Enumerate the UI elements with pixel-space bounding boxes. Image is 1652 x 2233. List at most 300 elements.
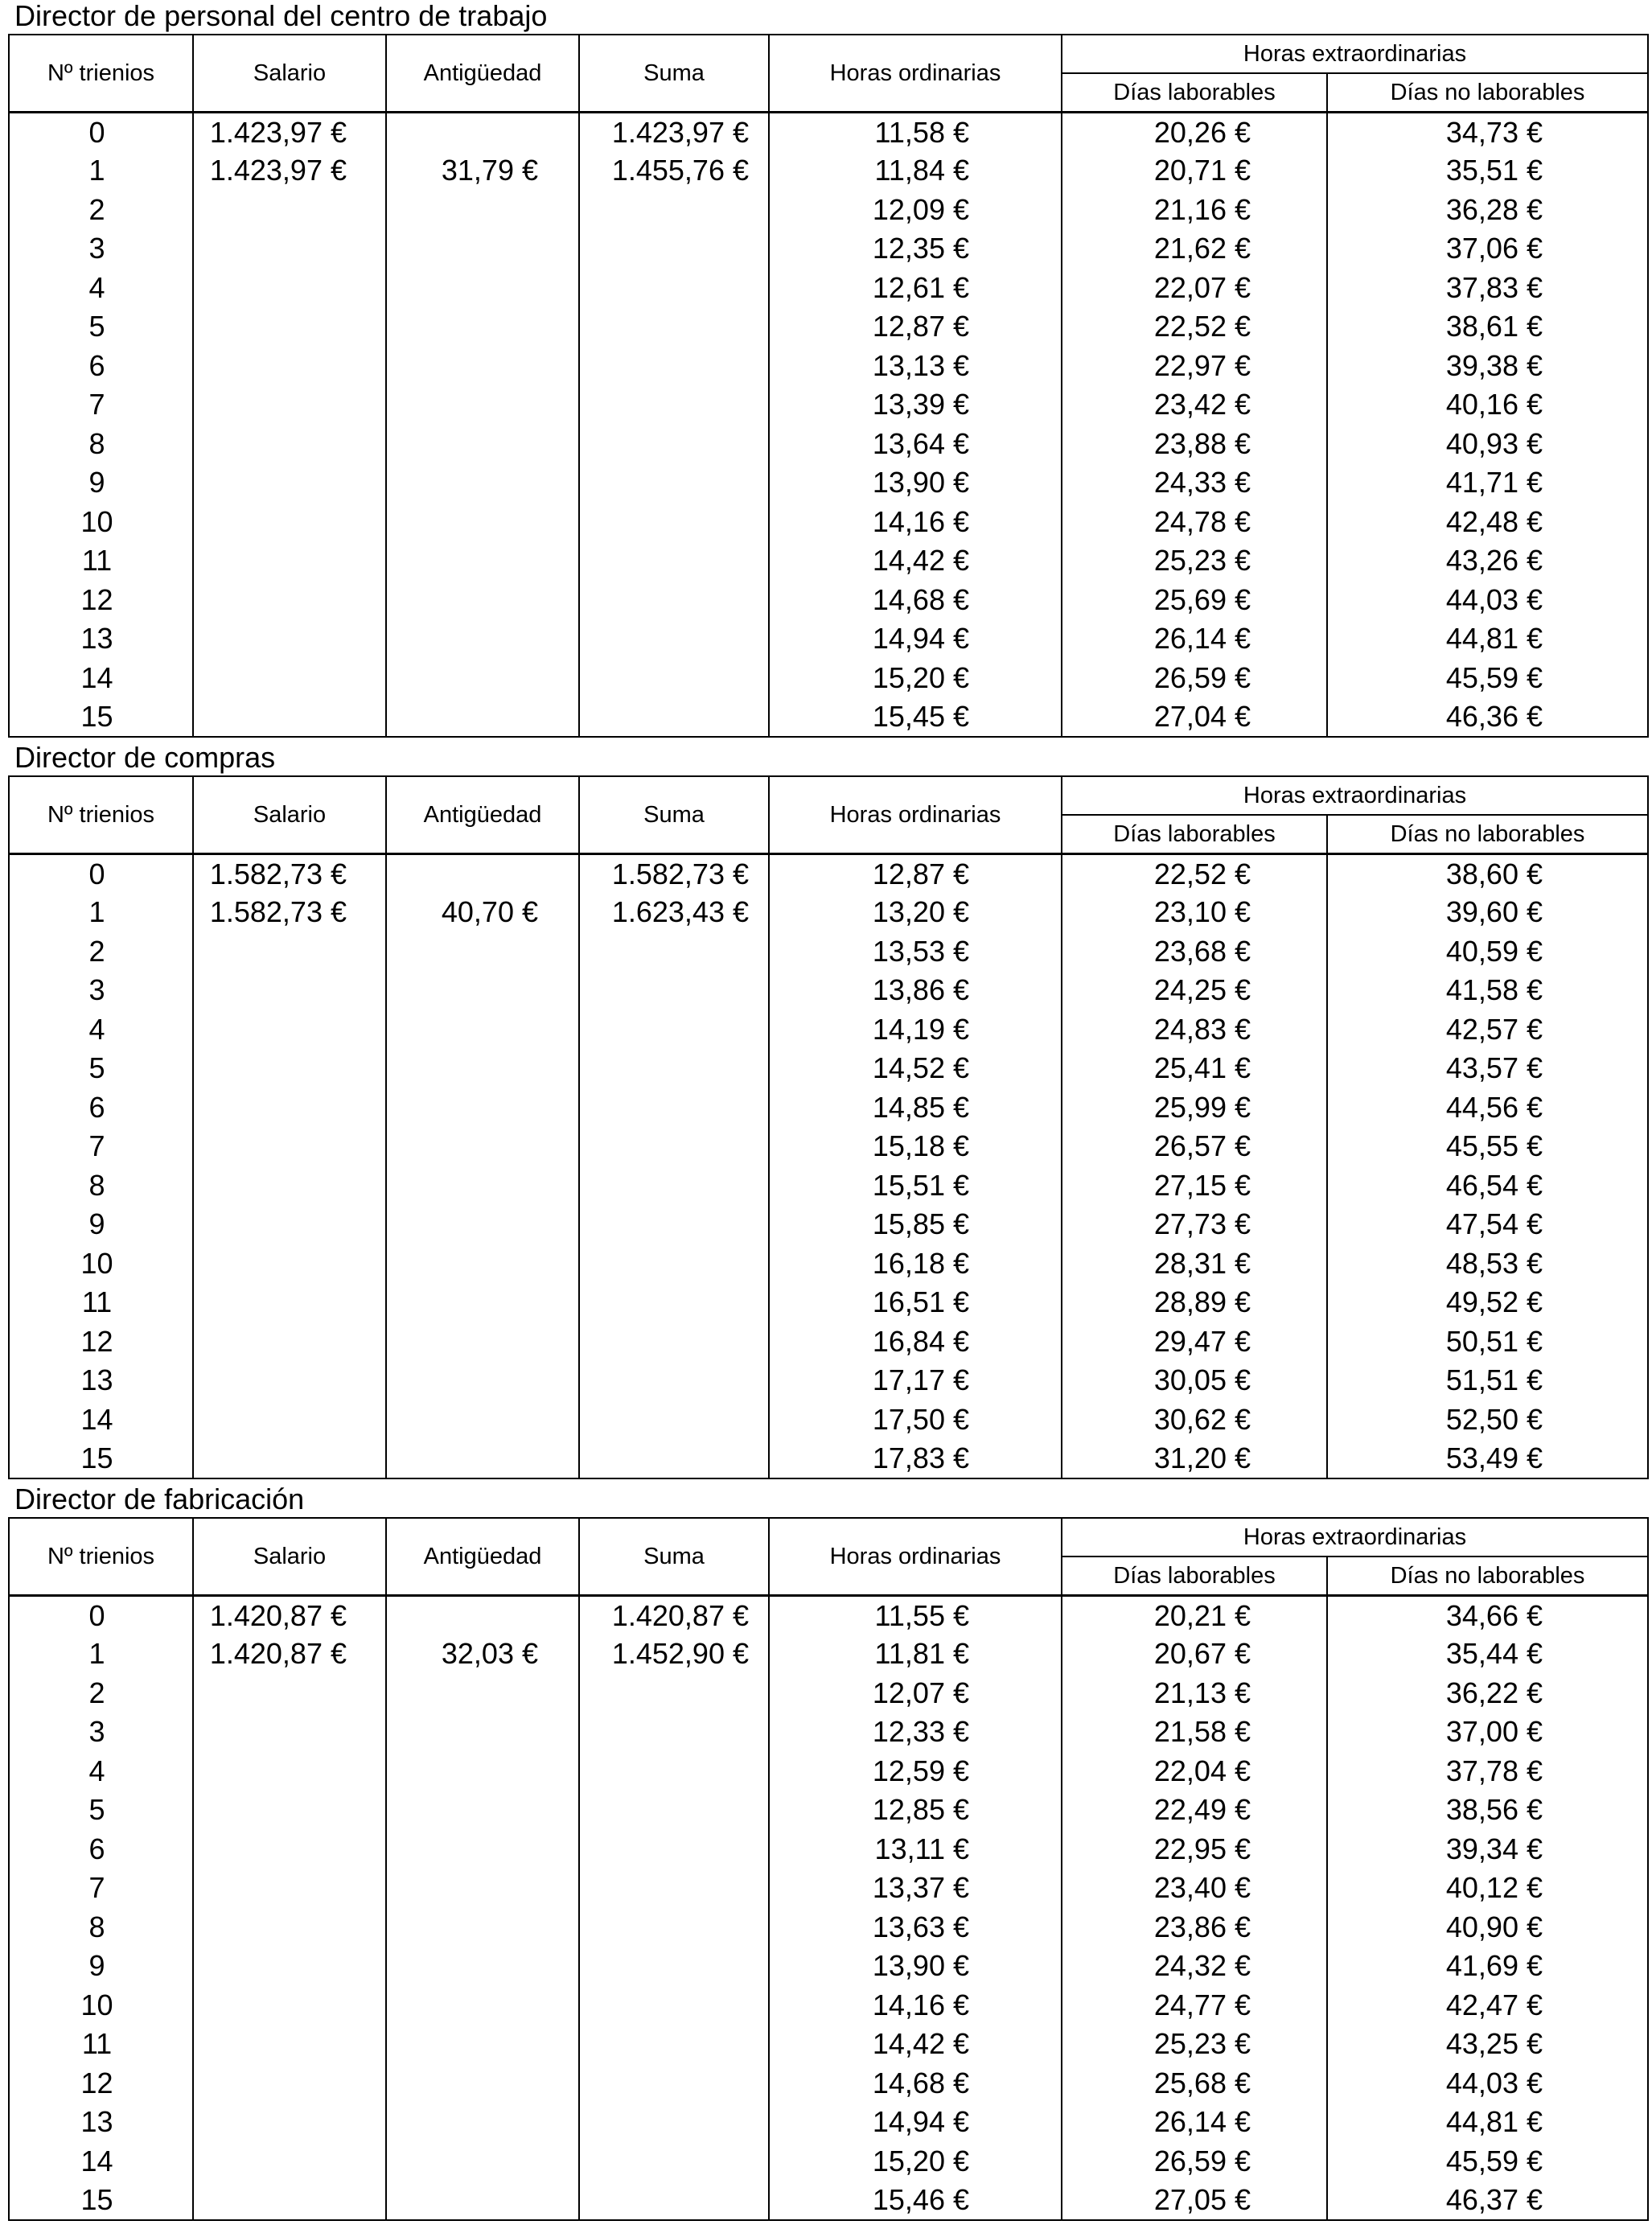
section-title: Director de fabricación (14, 1482, 305, 1515)
dias-no-laborables-cell: 36,28 € (1327, 191, 1648, 230)
dias-laborables-cell: 27,73 € (1062, 1205, 1327, 1244)
dias-no-laborables-cell: 44,03 € (1327, 2064, 1648, 2103)
trienios-cell: 13 (9, 1361, 193, 1400)
horas-ordinarias-cell: 12,87 € (769, 854, 1062, 894)
antiguedad-cell (386, 385, 579, 425)
suma-cell (579, 932, 769, 972)
suma-cell (579, 1986, 769, 2025)
antiguedad-cell (386, 1439, 579, 1478)
suma-cell (579, 1010, 769, 1050)
dias-laborables-cell: 26,59 € (1062, 2142, 1327, 2182)
trienios-cell: 5 (9, 1049, 193, 1088)
salario-cell (193, 2103, 386, 2142)
suma-cell (579, 1127, 769, 1166)
trienios-cell: 10 (9, 1244, 193, 1284)
horas-ordinarias-cell: 12,87 € (769, 307, 1062, 347)
suma-cell (579, 619, 769, 659)
dias-no-laborables-cell: 40,12 € (1327, 1869, 1648, 1908)
dias-no-laborables-cell: 45,59 € (1327, 2142, 1648, 2182)
suma-cell (579, 347, 769, 386)
header-dias-no-laborables: Días no laborables (1327, 815, 1648, 854)
antiguedad-cell (386, 2064, 579, 2103)
dias-laborables-cell: 20,26 € (1062, 113, 1327, 152)
antiguedad-cell: 40,70 € (386, 893, 579, 932)
antiguedad-cell (386, 1322, 579, 1362)
horas-ordinarias-cell: 16,18 € (769, 1244, 1062, 1284)
horas-ordinarias-cell: 12,07 € (769, 1674, 1062, 1713)
suma-cell (579, 1791, 769, 1830)
dias-laborables-cell: 25,41 € (1062, 1049, 1327, 1088)
antiguedad-cell (386, 581, 579, 620)
horas-ordinarias-cell: 12,85 € (769, 1791, 1062, 1830)
antiguedad-cell (386, 697, 579, 737)
salario-cell (193, 1361, 386, 1400)
horas-ordinarias-cell: 14,85 € (769, 1088, 1062, 1128)
trienios-cell: 2 (9, 191, 193, 230)
dias-no-laborables-cell: 50,51 € (1327, 1322, 1648, 1362)
dias-no-laborables-cell: 35,44 € (1327, 1635, 1648, 1674)
header-antiguedad: Antigüedad (386, 1518, 579, 1596)
trienios-cell: 10 (9, 1986, 193, 2025)
antiguedad-cell: 31,79 € (386, 151, 579, 191)
dias-laborables-cell: 22,97 € (1062, 347, 1327, 386)
header-suma: Suma (579, 776, 769, 854)
antiguedad-cell (386, 1791, 579, 1830)
header-dias-laborables: Días laborables (1062, 815, 1327, 854)
suma-cell (579, 697, 769, 737)
suma-cell (579, 2142, 769, 2182)
trienios-cell: 5 (9, 1791, 193, 1830)
salario-cell (193, 1908, 386, 1947)
table-row (9, 425, 1648, 464)
dias-laborables-cell: 26,57 € (1062, 1127, 1327, 1166)
salary-table (8, 775, 1649, 1479)
antiguedad-cell (386, 113, 579, 152)
table-row (9, 893, 1648, 932)
horas-ordinarias-cell: 12,59 € (769, 1752, 1062, 1791)
suma-cell (579, 463, 769, 503)
dias-laborables-cell: 27,04 € (1062, 697, 1327, 737)
antiguedad-cell (386, 503, 579, 542)
antiguedad-cell (386, 1752, 579, 1791)
salario-cell (193, 1986, 386, 2025)
suma-cell: 1.582,73 € (579, 854, 769, 894)
dias-laborables-cell: 25,23 € (1062, 2025, 1327, 2064)
antiguedad-cell (386, 1713, 579, 1752)
trienios-cell: 14 (9, 1400, 193, 1440)
salario-cell (193, 1947, 386, 1986)
antiguedad-cell (386, 347, 579, 386)
horas-ordinarias-cell: 14,19 € (769, 1010, 1062, 1050)
table-row (9, 307, 1648, 347)
horas-ordinarias-cell: 14,94 € (769, 619, 1062, 659)
antiguedad-cell (386, 1596, 579, 1635)
header-horas-ordinarias: Horas ordinarias (769, 1518, 1062, 1596)
suma-cell (579, 1205, 769, 1244)
suma-cell (579, 425, 769, 464)
header-horas-extraordinarias: Horas extraordinarias (1062, 1518, 1648, 1557)
trienios-cell: 2 (9, 932, 193, 972)
dias-no-laborables-cell: 42,47 € (1327, 1986, 1648, 2025)
trienios-cell: 13 (9, 619, 193, 659)
suma-cell (579, 541, 769, 581)
dias-no-laborables-cell: 43,26 € (1327, 541, 1648, 581)
header-dias-laborables: Días laborables (1062, 73, 1327, 113)
dias-no-laborables-cell: 51,51 € (1327, 1361, 1648, 1400)
table-row (9, 1596, 1648, 1635)
dias-no-laborables-cell: 38,61 € (1327, 307, 1648, 347)
dias-no-laborables-cell: 44,81 € (1327, 2103, 1648, 2142)
suma-cell (579, 1713, 769, 1752)
dias-no-laborables-cell: 48,53 € (1327, 1244, 1648, 1284)
dias-no-laborables-cell: 37,78 € (1327, 1752, 1648, 1791)
table-row (9, 1439, 1648, 1478)
table-row (9, 347, 1648, 386)
antiguedad-cell (386, 269, 579, 308)
table-row (9, 113, 1648, 152)
salario-cell (193, 269, 386, 308)
dias-no-laborables-cell: 40,16 € (1327, 385, 1648, 425)
horas-ordinarias-cell: 12,09 € (769, 191, 1062, 230)
salario-cell (193, 2181, 386, 2220)
dias-no-laborables-cell: 42,48 € (1327, 503, 1648, 542)
dias-laborables-cell: 21,13 € (1062, 1674, 1327, 1713)
suma-cell (579, 1908, 769, 1947)
section-title: Director de compras (14, 741, 276, 774)
horas-ordinarias-cell: 14,52 € (769, 1049, 1062, 1088)
antiguedad-cell (386, 229, 579, 269)
horas-ordinarias-cell: 11,55 € (769, 1596, 1062, 1635)
trienios-cell: 15 (9, 1439, 193, 1478)
table-row (9, 151, 1648, 191)
antiguedad-cell (386, 1869, 579, 1908)
suma-cell: 1.455,76 € (579, 151, 769, 191)
trienios-cell: 12 (9, 1322, 193, 1362)
trienios-cell: 4 (9, 1752, 193, 1791)
table-row (9, 1400, 1648, 1440)
horas-ordinarias-cell: 14,42 € (769, 541, 1062, 581)
header-suma: Suma (579, 35, 769, 113)
horas-ordinarias-cell: 13,53 € (769, 932, 1062, 972)
dias-laborables-cell: 28,31 € (1062, 1244, 1327, 1284)
dias-laborables-cell: 21,58 € (1062, 1713, 1327, 1752)
header-horas-ordinarias: Horas ordinarias (769, 35, 1062, 113)
horas-ordinarias-cell: 13,90 € (769, 1947, 1062, 1986)
dias-laborables-cell: 22,07 € (1062, 269, 1327, 308)
dias-laborables-cell: 24,77 € (1062, 1986, 1327, 2025)
antiguedad-cell (386, 1205, 579, 1244)
dias-no-laborables-cell: 39,34 € (1327, 1830, 1648, 1869)
trienios-cell: 5 (9, 307, 193, 347)
header-dias-no-laborables: Días no laborables (1327, 73, 1648, 113)
table-row (9, 697, 1648, 737)
salario-cell (193, 2025, 386, 2064)
antiguedad-cell (386, 2103, 579, 2142)
trienios-cell: 12 (9, 2064, 193, 2103)
header-antiguedad: Antigüedad (386, 35, 579, 113)
trienios-cell: 11 (9, 541, 193, 581)
horas-ordinarias-cell: 13,39 € (769, 385, 1062, 425)
horas-ordinarias-cell: 15,85 € (769, 1205, 1062, 1244)
suma-cell (579, 1049, 769, 1088)
dias-no-laborables-cell: 38,60 € (1327, 854, 1648, 894)
antiguedad-cell (386, 1947, 579, 1986)
dias-laborables-cell: 25,68 € (1062, 2064, 1327, 2103)
antiguedad-cell (386, 971, 579, 1010)
horas-ordinarias-cell: 12,33 € (769, 1713, 1062, 1752)
trienios-cell: 6 (9, 347, 193, 386)
salario-cell: 1.423,97 € (193, 151, 386, 191)
trienios-cell: 13 (9, 2103, 193, 2142)
header-antiguedad: Antigüedad (386, 776, 579, 854)
salario-cell (193, 1166, 386, 1206)
dias-laborables-cell: 24,25 € (1062, 971, 1327, 1010)
salario-cell (193, 307, 386, 347)
antiguedad-cell (386, 425, 579, 464)
table-row (9, 463, 1648, 503)
header-horas-extraordinarias: Horas extraordinarias (1062, 35, 1648, 73)
dias-laborables-cell: 26,14 € (1062, 2103, 1327, 2142)
trienios-cell: 9 (9, 1947, 193, 1986)
table-row (9, 191, 1648, 230)
salario-cell (193, 1088, 386, 1128)
horas-ordinarias-cell: 17,83 € (769, 1439, 1062, 1478)
salario-cell (193, 1674, 386, 1713)
salario-cell (193, 659, 386, 698)
salario-cell (193, 1322, 386, 1362)
dias-laborables-cell: 22,49 € (1062, 1791, 1327, 1830)
section-title: Director de personal del centro de trabajo (14, 0, 548, 32)
horas-ordinarias-cell: 15,45 € (769, 697, 1062, 737)
salario-cell (193, 385, 386, 425)
suma-cell: 1.423,97 € (579, 113, 769, 152)
suma-cell (579, 191, 769, 230)
suma-cell (579, 1400, 769, 1440)
trienios-cell: 3 (9, 1713, 193, 1752)
horas-ordinarias-cell: 13,90 € (769, 463, 1062, 503)
suma-cell (579, 581, 769, 620)
horas-ordinarias-cell: 11,84 € (769, 151, 1062, 191)
trienios-cell: 3 (9, 971, 193, 1010)
salario-cell (193, 1791, 386, 1830)
salario-cell (193, 1752, 386, 1791)
horas-ordinarias-cell: 12,61 € (769, 269, 1062, 308)
horas-ordinarias-cell: 16,51 € (769, 1283, 1062, 1322)
dias-no-laborables-cell: 35,51 € (1327, 151, 1648, 191)
suma-cell (579, 2181, 769, 2220)
antiguedad-cell (386, 619, 579, 659)
table-row (9, 503, 1648, 542)
trienios-cell: 14 (9, 659, 193, 698)
dias-no-laborables-cell: 36,22 € (1327, 1674, 1648, 1713)
table-row (9, 229, 1648, 269)
dias-laborables-cell: 28,89 € (1062, 1283, 1327, 1322)
dias-no-laborables-cell: 44,81 € (1327, 619, 1648, 659)
dias-laborables-cell: 26,59 € (1062, 659, 1327, 698)
salario-cell (193, 2064, 386, 2103)
horas-ordinarias-cell: 16,84 € (769, 1322, 1062, 1362)
dias-laborables-cell: 23,10 € (1062, 893, 1327, 932)
trienios-cell: 6 (9, 1088, 193, 1128)
trienios-cell: 4 (9, 1010, 193, 1050)
trienios-cell: 7 (9, 1869, 193, 1908)
salario-cell: 1.582,73 € (193, 854, 386, 894)
dias-no-laborables-cell: 46,36 € (1327, 697, 1648, 737)
dias-no-laborables-cell: 45,55 € (1327, 1127, 1648, 1166)
dias-no-laborables-cell: 37,00 € (1327, 1713, 1648, 1752)
dias-no-laborables-cell: 46,37 € (1327, 2181, 1648, 2220)
antiguedad-cell (386, 2025, 579, 2064)
suma-cell (579, 1439, 769, 1478)
trienios-cell: 14 (9, 2142, 193, 2182)
suma-cell (579, 1830, 769, 1869)
dias-laborables-cell: 24,33 € (1062, 463, 1327, 503)
trienios-cell: 15 (9, 2181, 193, 2220)
suma-cell: 1.452,90 € (579, 1635, 769, 1674)
table-row (9, 2142, 1648, 2182)
salario-cell (193, 2142, 386, 2182)
header-dias-laborables: Días laborables (1062, 1557, 1327, 1596)
dias-laborables-cell: 30,62 € (1062, 1400, 1327, 1440)
trienios-cell: 8 (9, 425, 193, 464)
salario-cell (193, 1830, 386, 1869)
dias-no-laborables-cell: 34,66 € (1327, 1596, 1648, 1635)
dias-laborables-cell: 23,86 € (1062, 1908, 1327, 1947)
salario-cell: 1.420,87 € (193, 1635, 386, 1674)
salario-cell (193, 971, 386, 1010)
salario-cell (193, 619, 386, 659)
dias-laborables-cell: 24,78 € (1062, 503, 1327, 542)
dias-laborables-cell: 26,14 € (1062, 619, 1327, 659)
table-row (9, 1283, 1648, 1322)
trienios-cell: 8 (9, 1166, 193, 1206)
horas-ordinarias-cell: 15,20 € (769, 2142, 1062, 2182)
antiguedad-cell (386, 191, 579, 230)
table-row (9, 2025, 1648, 2064)
trienios-cell: 8 (9, 1908, 193, 1947)
table-row (9, 1010, 1648, 1050)
table-row (9, 1244, 1648, 1284)
salario-cell (193, 1713, 386, 1752)
horas-ordinarias-cell: 13,86 € (769, 971, 1062, 1010)
trienios-cell: 7 (9, 385, 193, 425)
suma-cell (579, 1088, 769, 1128)
suma-cell (579, 385, 769, 425)
horas-ordinarias-cell: 13,13 € (769, 347, 1062, 386)
salario-cell (193, 1010, 386, 1050)
horas-ordinarias-cell: 13,64 € (769, 425, 1062, 464)
dias-laborables-cell: 25,69 € (1062, 581, 1327, 620)
trienios-cell: 0 (9, 1596, 193, 1635)
antiguedad-cell (386, 1674, 579, 1713)
dias-no-laborables-cell: 43,57 € (1327, 1049, 1648, 1088)
suma-cell (579, 971, 769, 1010)
trienios-cell: 11 (9, 2025, 193, 2064)
salario-cell: 1.420,87 € (193, 1596, 386, 1635)
salario-cell (193, 229, 386, 269)
table-row (9, 1713, 1648, 1752)
suma-cell: 1.623,43 € (579, 893, 769, 932)
dias-no-laborables-cell: 39,38 € (1327, 347, 1648, 386)
horas-ordinarias-cell: 15,18 € (769, 1127, 1062, 1166)
horas-ordinarias-cell: 14,16 € (769, 1986, 1062, 2025)
horas-ordinarias-cell: 14,94 € (769, 2103, 1062, 2142)
table-row (9, 1830, 1648, 1869)
salario-cell (193, 581, 386, 620)
dias-no-laborables-cell: 42,57 € (1327, 1010, 1648, 1050)
salario-cell (193, 1869, 386, 1908)
dias-laborables-cell: 31,20 € (1062, 1439, 1327, 1478)
table-row (9, 1908, 1648, 1947)
table-row (9, 854, 1648, 894)
dias-laborables-cell: 21,62 € (1062, 229, 1327, 269)
dias-no-laborables-cell: 41,71 € (1327, 463, 1648, 503)
antiguedad-cell (386, 1986, 579, 2025)
trienios-cell: 0 (9, 113, 193, 152)
header-horas-ordinarias: Horas ordinarias (769, 776, 1062, 854)
salario-cell: 1.423,97 € (193, 113, 386, 152)
table-row (9, 2064, 1648, 2103)
suma-cell (579, 307, 769, 347)
trienios-cell: 12 (9, 581, 193, 620)
antiguedad-cell (386, 1400, 579, 1440)
dias-laborables-cell: 20,21 € (1062, 1596, 1327, 1635)
dias-laborables-cell: 27,05 € (1062, 2181, 1327, 2220)
trienios-cell: 1 (9, 1635, 193, 1674)
horas-ordinarias-cell: 15,20 € (769, 659, 1062, 698)
dias-laborables-cell: 30,05 € (1062, 1361, 1327, 1400)
trienios-cell: 4 (9, 269, 193, 308)
suma-cell (579, 1283, 769, 1322)
suma-cell (579, 269, 769, 308)
header-suma: Suma (579, 1518, 769, 1596)
header-trienios: Nº trienios (9, 776, 193, 854)
trienios-cell: 9 (9, 1205, 193, 1244)
salario-cell (193, 1244, 386, 1284)
antiguedad-cell (386, 1283, 579, 1322)
dias-laborables-cell: 20,67 € (1062, 1635, 1327, 1674)
salary-table (8, 1517, 1649, 2221)
dias-no-laborables-cell: 37,83 € (1327, 269, 1648, 308)
dias-no-laborables-cell: 41,69 € (1327, 1947, 1648, 1986)
antiguedad-cell (386, 1361, 579, 1400)
table-row (9, 385, 1648, 425)
horas-ordinarias-cell: 13,37 € (769, 1869, 1062, 1908)
horas-ordinarias-cell: 13,20 € (769, 893, 1062, 932)
trienios-cell: 6 (9, 1830, 193, 1869)
suma-cell (579, 2103, 769, 2142)
salario-cell (193, 425, 386, 464)
dias-no-laborables-cell: 49,52 € (1327, 1283, 1648, 1322)
salario-cell (193, 347, 386, 386)
horas-ordinarias-cell: 15,46 € (769, 2181, 1062, 2220)
suma-cell (579, 1869, 769, 1908)
antiguedad-cell (386, 2181, 579, 2220)
table-row (9, 1986, 1648, 2025)
dias-no-laborables-cell: 52,50 € (1327, 1400, 1648, 1440)
suma-cell (579, 1361, 769, 1400)
suma-cell (579, 659, 769, 698)
dias-laborables-cell: 23,40 € (1062, 1869, 1327, 1908)
suma-cell (579, 1244, 769, 1284)
table-row (9, 541, 1648, 581)
antiguedad-cell (386, 932, 579, 972)
suma-cell: 1.420,87 € (579, 1596, 769, 1635)
suma-cell (579, 229, 769, 269)
dias-no-laborables-cell: 41,58 € (1327, 971, 1648, 1010)
dias-laborables-cell: 27,15 € (1062, 1166, 1327, 1206)
table-row (9, 619, 1648, 659)
